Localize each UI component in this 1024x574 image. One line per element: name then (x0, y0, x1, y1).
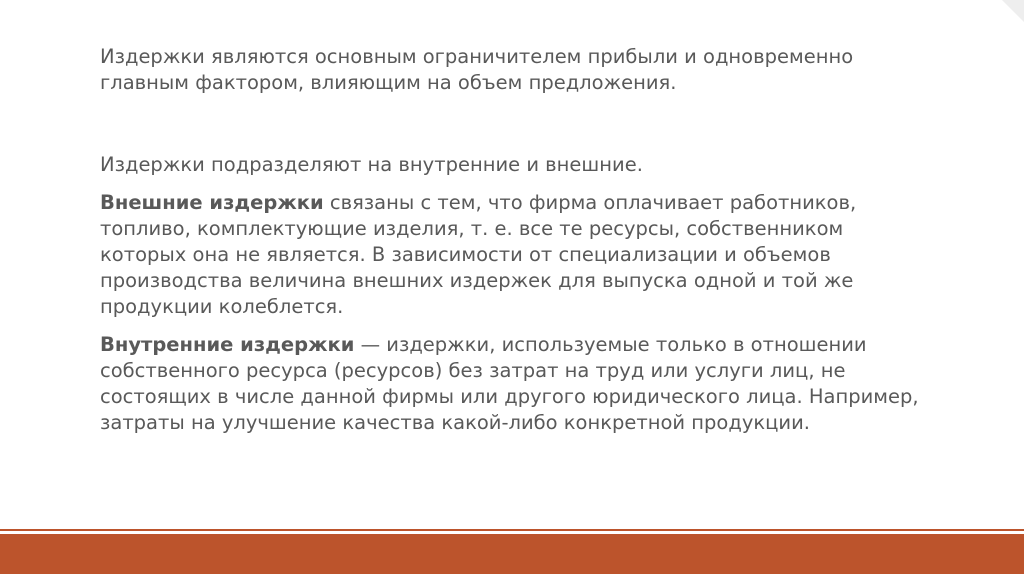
external-costs-paragraph (100, 190, 920, 320)
corner-fold (1002, 0, 1024, 22)
intro-paragraph: Издержки являются основным ограничителем прибыли и одновременно главным фактором, влияющим на объем предложения. (100, 45, 854, 94)
classification-paragraph: Издержки подразделяют на внутренние и внешние. (100, 153, 643, 176)
internal-costs-paragraph (100, 332, 920, 436)
internal-costs-term: Внутренние издержки (100, 333, 355, 356)
external-costs-text: связаны с тем, что фирма оплачивает работников, топливо, комплектующие изделия, т. е. все те ресурсы, собственником которых она не является. В зависимости от специализации и объемов производства величина внешних издержек для выпуска одной и той же продукции колеблется. (100, 191, 857, 318)
footer-accent-line (0, 529, 1024, 531)
slide-content (100, 44, 920, 436)
footer-accent-bar (0, 534, 1024, 574)
internal-costs-text: — издержки, используемые только в отношении собственного ресурса (ресурсов) без затрат на труд или услуги лиц, не состоящих в числе данной фирмы или другого юридического лица. Например, затраты на улучшение качества какой-либо конкретной продукции. (100, 333, 919, 434)
external-costs-term: Внешние издержки (100, 191, 324, 214)
